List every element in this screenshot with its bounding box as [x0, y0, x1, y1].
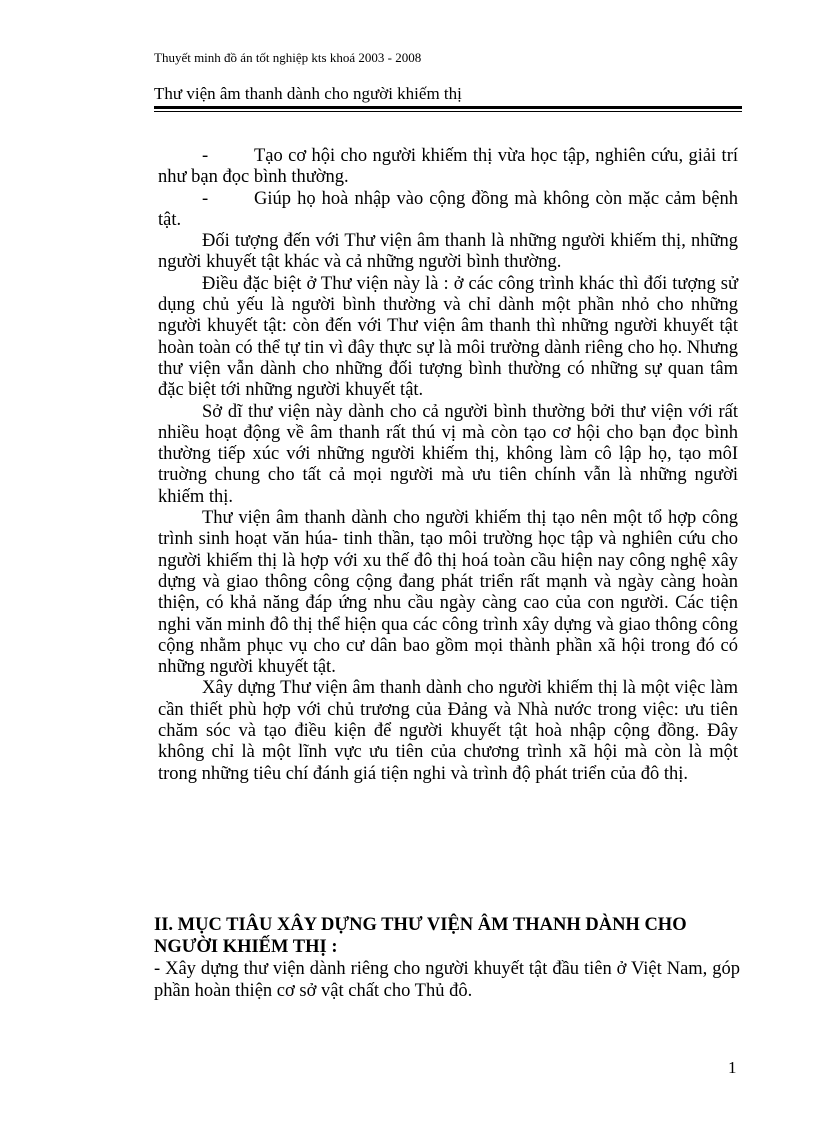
header-rule-thin — [154, 111, 742, 112]
header-rule-thick — [154, 106, 742, 109]
page-number: 1 — [728, 1058, 737, 1077]
bullet-item — [158, 189, 738, 232]
paragraph: Đối tượng đến với Thư viện âm thanh là những người khiếm thị, những người khuyết tật khác và cả những người bình thường. — [158, 231, 738, 273]
bullet-dash: - — [202, 146, 209, 166]
header-project-title: Thư viện âm thanh dành cho người khiếm thị — [154, 84, 462, 103]
bullet-dash: - — [202, 188, 209, 209]
section-heading: II. MỤC TIÂU XÂY DỰNG THƯ VIỆN ÂM THANH DÀNH CHO NGƯỜI KHIẾM THỊ : — [154, 915, 687, 957]
bullet-text: Tạo cơ hội cho người khiếm thị vừa học tập, nghiên cứu, giải trí như bạn đọc bình thường. — [158, 146, 738, 188]
paragraph: Thư viện âm thanh dành cho người khiếm thị tạo nên một tổ hợp công trình sinh hoạt văn húa- tinh thần, tạo môi trường học tập và nghiên cứu cho người khiếm thị là hợp với xu thế đô thị hoá toàn cầu hiện nay công nghệ xây dựng và giao thông công cộng đang phát triển rất mạnh và ngày càng hoàn thiện, có khả năng đáp ứng nhu cầu ngày càng cao của con người. Các tiện nghi văn minh đô thị thể hiện qua các công trình xây dựng và giao thông công cộng nhằm phục vụ cho cư dân bao gồm mọi thành phần xã hội trong đó có những người khuyết tật. — [158, 508, 738, 678]
section-goal: - Xây dựng thư viện dành riêng cho người khuyết tật đầu tiên ở Việt Nam, góp phần hoàn thiện cơ sở vật chất cho Thủ đô. — [154, 959, 740, 1001]
paragraph: Xây dựng Thư viện âm thanh dành cho người khiếm thị là một việc làm cần thiết phù hợp với chủ trương của Đảng và Nhà nước trong việc: ưu tiên chăm sóc và tạo điều kiện để người khuyết tật hoà nhập cộng đồng. Đây không chỉ là một lĩnh vực ưu tiên của chương trình xã hội mà còn là một trong những tiêu chí đánh giá tiện nghi và trình độ phát triển của đô thị. — [158, 678, 738, 784]
bullet-text: Giúp họ hoà nhập vào cộng đồng mà không còn mặc cảm bệnh tật. — [158, 188, 738, 230]
header-thesis-title: Thuyết minh đồ án tốt nghiệp kts khoá 2003 - 2008 — [154, 50, 422, 65]
body-text — [158, 146, 738, 785]
paragraph: Sở dĩ thư viện này dành cho cả người bình thường bởi thư viện với rất nhiều hoạt động về âm thanh rất thú vị mà còn tạo cơ hội cho bạn đọc bình thường tiếp xúc với những người khiếm thị, không làm cô lập họ, tạo môI truờng chung cho tất cả mọi người mà ưu tiên chính vẫn là những người khiếm thị. — [158, 401, 738, 507]
bullet-item — [158, 146, 738, 189]
paragraph: Điều đặc biệt ở Thư viện này là : ở các công trình khác thì đối tượng sử dụng chủ yếu là người bình thường và chỉ dành một phần nhỏ cho những người khuyết tật: còn đến với Thư viện âm thanh thì những người khuyết tật hoàn toàn có thể tự tin vì đây thực sự là môi trường dành riêng cho họ. Nhưng thư viện vẫn dành cho những đối tượng bình thường có những sự quan tâm đặc biệt tới những người khuyết tật. — [158, 273, 738, 401]
